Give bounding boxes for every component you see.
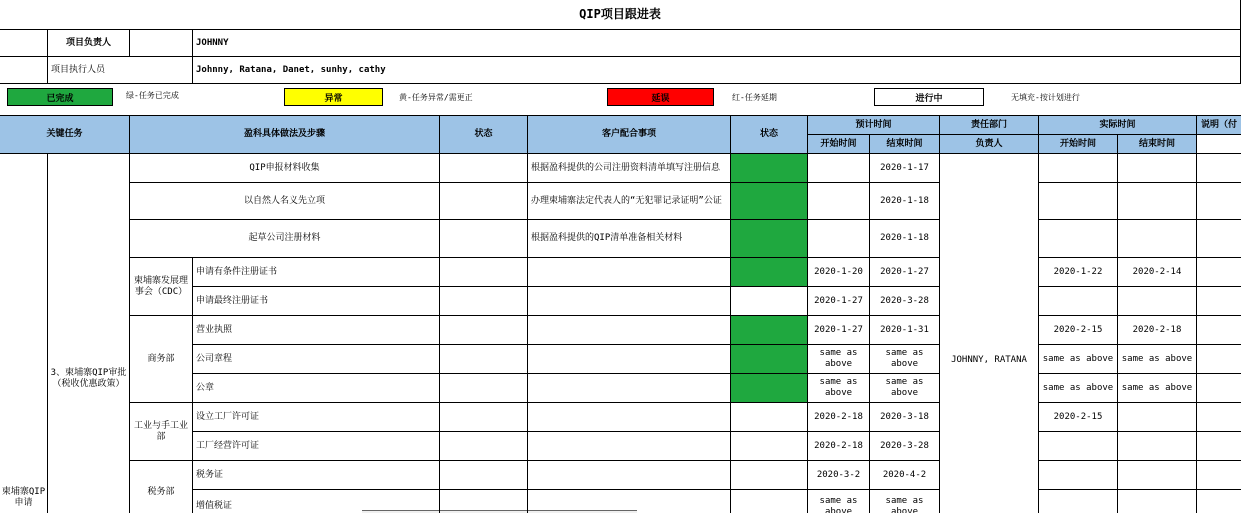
note-cell[interactable] <box>1197 287 1241 316</box>
legend-inprogress-swatch: 进行中 <box>874 88 984 106</box>
header-status: 状态 <box>440 116 528 154</box>
cell-blank[interactable] <box>130 30 193 57</box>
legend-done-desc: 绿-任务已完成 <box>126 90 179 100</box>
group-main[interactable]: 柬埔寨QIP申请 <box>0 154 48 513</box>
note-cell[interactable] <box>1197 316 1241 345</box>
actual-start-cell[interactable] <box>1039 490 1118 513</box>
note-cell[interactable] <box>1197 154 1241 183</box>
group-industry[interactable]: 工业与手工业部 <box>130 403 193 461</box>
note-cell[interactable] <box>1197 183 1241 220</box>
client-cell[interactable] <box>528 461 731 490</box>
planned-start-cell[interactable]: 2020-1-27 <box>808 287 870 316</box>
planned-end-cell[interactable]: same as above <box>870 490 940 513</box>
step-cell[interactable]: 税务证 <box>193 461 440 490</box>
client-cell[interactable] <box>528 374 731 403</box>
note-cell[interactable] <box>1197 490 1241 513</box>
actual-start-cell[interactable]: 2020-2-15 <box>1039 403 1118 432</box>
planned-start-cell[interactable]: same as above <box>808 345 870 374</box>
client-cell[interactable] <box>528 403 731 432</box>
actual-end-cell[interactable] <box>1118 461 1197 490</box>
status2-cell[interactable] <box>731 183 808 220</box>
legend-inprogress-desc: 无填充-按计划进行 <box>1011 92 1080 102</box>
header-note: 说明（付 <box>1197 116 1241 135</box>
actual-end-cell[interactable] <box>1118 220 1197 258</box>
planned-start-cell[interactable]: same as above <box>808 490 870 513</box>
legend-done-swatch: 已完成 <box>7 88 113 106</box>
status-cell[interactable] <box>440 403 528 432</box>
actual-start-cell[interactable] <box>1039 220 1118 258</box>
legend-delayed-desc: 红-任务延期 <box>732 92 777 102</box>
header-actual-end: 结束时间 <box>1118 135 1197 154</box>
note-cell[interactable] <box>1197 432 1241 461</box>
status-cell[interactable] <box>440 374 528 403</box>
client-cell[interactable] <box>528 345 731 374</box>
step-cell[interactable]: 公章 <box>193 374 440 403</box>
status2-cell[interactable] <box>731 220 808 258</box>
step-cell[interactable]: 申请最终注册证书 <box>193 287 440 316</box>
status2-cell[interactable] <box>731 461 808 490</box>
planned-start-cell[interactable]: 2020-2-18 <box>808 432 870 461</box>
step-cell[interactable]: 营业执照 <box>193 316 440 345</box>
client-cell[interactable] <box>528 490 731 513</box>
header-client: 客户配合事项 <box>528 116 731 154</box>
actual-start-cell[interactable] <box>1039 154 1118 183</box>
status-cell[interactable] <box>440 432 528 461</box>
legend-delayed-swatch: 延误 <box>607 88 714 106</box>
planned-start-cell[interactable]: 2020-3-2 <box>808 461 870 490</box>
client-cell[interactable]: 根据盈科提供的QIP清单准备相关材料 <box>528 220 731 258</box>
client-cell[interactable]: 办理柬埔寨法定代表人的“无犯罪记录证明”公证 <box>528 183 731 220</box>
client-cell[interactable] <box>528 316 731 345</box>
status-cell[interactable] <box>440 258 528 287</box>
actual-end-cell[interactable]: same as above <box>1118 345 1197 374</box>
actual-end-cell[interactable] <box>1118 287 1197 316</box>
step-cell[interactable]: 增值税证 <box>193 490 440 513</box>
status-cell[interactable] <box>440 154 528 183</box>
planned-end-cell[interactable]: 2020-4-2 <box>870 461 940 490</box>
client-cell[interactable] <box>528 287 731 316</box>
header-steps: 盈科具体做法及步骤 <box>130 116 440 154</box>
client-cell[interactable] <box>528 258 731 287</box>
actual-start-cell[interactable] <box>1039 287 1118 316</box>
note-cell[interactable] <box>1197 345 1241 374</box>
step-cell[interactable]: 起草公司注册材料 <box>130 220 440 258</box>
cell-blank[interactable] <box>0 57 48 84</box>
executors-value[interactable]: Johnny, Ratana, Danet, sunhy, cathy <box>193 57 1241 84</box>
actual-start-cell[interactable] <box>1039 432 1118 461</box>
planned-start-cell[interactable]: 2020-1-27 <box>808 316 870 345</box>
actual-start-cell[interactable]: same as above <box>1039 374 1118 403</box>
cell-blank[interactable] <box>0 30 48 57</box>
actual-start-cell[interactable] <box>1039 461 1118 490</box>
owner-cell[interactable]: JOHNNY, RATANA <box>940 154 1039 513</box>
status-cell[interactable] <box>440 183 528 220</box>
planned-start-cell[interactable]: same as above <box>808 374 870 403</box>
note-cell[interactable] <box>1197 220 1241 258</box>
status-cell[interactable] <box>440 461 528 490</box>
note-cell[interactable] <box>1197 461 1241 490</box>
legend-abnormal-swatch: 异常 <box>284 88 383 106</box>
client-cell[interactable]: 根据盈科提供的公司注册资料清单填写注册信息 <box>528 154 731 183</box>
planned-end-cell[interactable]: 2020-1-18 <box>870 183 940 220</box>
planned-end-cell[interactable]: same as above <box>870 374 940 403</box>
step-cell[interactable]: 公司章程 <box>193 345 440 374</box>
status2-cell[interactable] <box>731 154 808 183</box>
actual-end-cell[interactable] <box>1118 183 1197 220</box>
planned-start-cell[interactable] <box>808 220 870 258</box>
step-cell[interactable]: 设立工厂许可证 <box>193 403 440 432</box>
group-sub[interactable]: 3、柬埔寨QIP审批（税收优惠政策） <box>48 154 130 513</box>
header-planned-end: 结束时间 <box>870 135 940 154</box>
note-cell[interactable] <box>1197 258 1241 287</box>
planned-end-cell[interactable]: 2020-1-17 <box>870 154 940 183</box>
status2-cell[interactable] <box>731 287 808 316</box>
actual-end-cell[interactable] <box>1118 490 1197 513</box>
planned-start-cell[interactable]: 2020-1-20 <box>808 258 870 287</box>
status-cell[interactable] <box>440 316 528 345</box>
group-commerce[interactable]: 商务部 <box>130 316 193 403</box>
planned-end-cell[interactable]: 2020-3-28 <box>870 287 940 316</box>
step-cell[interactable]: QIP申报材料收集 <box>130 154 440 183</box>
step-cell[interactable]: 申请有条件注册证书 <box>193 258 440 287</box>
status2-cell[interactable] <box>731 316 808 345</box>
manager-value[interactable]: JOHNNY <box>193 30 1241 57</box>
group-tax[interactable]: 税务部 <box>130 461 193 513</box>
legend-abnormal-desc: 黄-任务异常/需更正 <box>399 92 473 102</box>
sheet-title: QIP项目跟进表 <box>0 0 1241 30</box>
note-cell[interactable] <box>1197 403 1241 432</box>
planned-end-cell[interactable]: 2020-3-18 <box>870 403 940 432</box>
actual-end-cell[interactable]: 2020-2-18 <box>1118 316 1197 345</box>
planned-end-cell[interactable]: 2020-1-31 <box>870 316 940 345</box>
status2-cell[interactable] <box>731 432 808 461</box>
header-owner: 负责人 <box>940 135 1039 154</box>
header-actual: 实际时间 <box>1039 116 1197 135</box>
actual-start-cell[interactable]: 2020-1-22 <box>1039 258 1118 287</box>
planned-end-cell[interactable]: same as above <box>870 345 940 374</box>
planned-start-cell[interactable] <box>808 183 870 220</box>
planned-start-cell[interactable] <box>808 154 870 183</box>
status2-cell[interactable] <box>731 490 808 513</box>
client-cell[interactable] <box>528 432 731 461</box>
planned-end-cell[interactable]: 2020-3-28 <box>870 432 940 461</box>
actual-end-cell[interactable] <box>1118 154 1197 183</box>
header-dept: 责任部门 <box>940 116 1039 135</box>
header-key-task: 关键任务 <box>0 116 130 154</box>
step-cell[interactable]: 工厂经营许可证 <box>193 432 440 461</box>
cell-blank[interactable] <box>1197 135 1241 154</box>
header-planned-start: 开始时间 <box>808 135 870 154</box>
status-cell[interactable] <box>440 345 528 374</box>
status2-cell[interactable] <box>731 374 808 403</box>
actual-end-cell[interactable] <box>1118 432 1197 461</box>
status2-cell[interactable] <box>731 403 808 432</box>
group-cdc[interactable]: 柬埔寨发展理事会（CDC） <box>130 258 193 316</box>
planned-end-cell[interactable]: 2020-1-18 <box>870 220 940 258</box>
header-planned: 预计时间 <box>808 116 940 135</box>
step-cell[interactable]: 以自然人名义先立项 <box>130 183 440 220</box>
header-status2: 状态 <box>731 116 808 154</box>
note-cell[interactable] <box>1197 374 1241 403</box>
planned-end-cell[interactable]: 2020-1-27 <box>870 258 940 287</box>
actual-end-cell[interactable] <box>1118 403 1197 432</box>
status-cell[interactable] <box>440 220 528 258</box>
planned-start-cell[interactable]: 2020-2-18 <box>808 403 870 432</box>
manager-label: 项目负责人 <box>48 30 130 57</box>
executors-label: 项目执行人员 <box>48 57 193 84</box>
status2-cell[interactable] <box>731 258 808 287</box>
actual-start-cell[interactable] <box>1039 183 1118 220</box>
status-cell[interactable] <box>440 287 528 316</box>
actual-end-cell[interactable]: same as above <box>1118 374 1197 403</box>
actual-start-cell[interactable]: 2020-2-15 <box>1039 316 1118 345</box>
actual-end-cell[interactable]: 2020-2-14 <box>1118 258 1197 287</box>
status-cell[interactable] <box>440 490 528 513</box>
header-actual-start: 开始时间 <box>1039 135 1118 154</box>
status2-cell[interactable] <box>731 345 808 374</box>
actual-start-cell[interactable]: same as above <box>1039 345 1118 374</box>
